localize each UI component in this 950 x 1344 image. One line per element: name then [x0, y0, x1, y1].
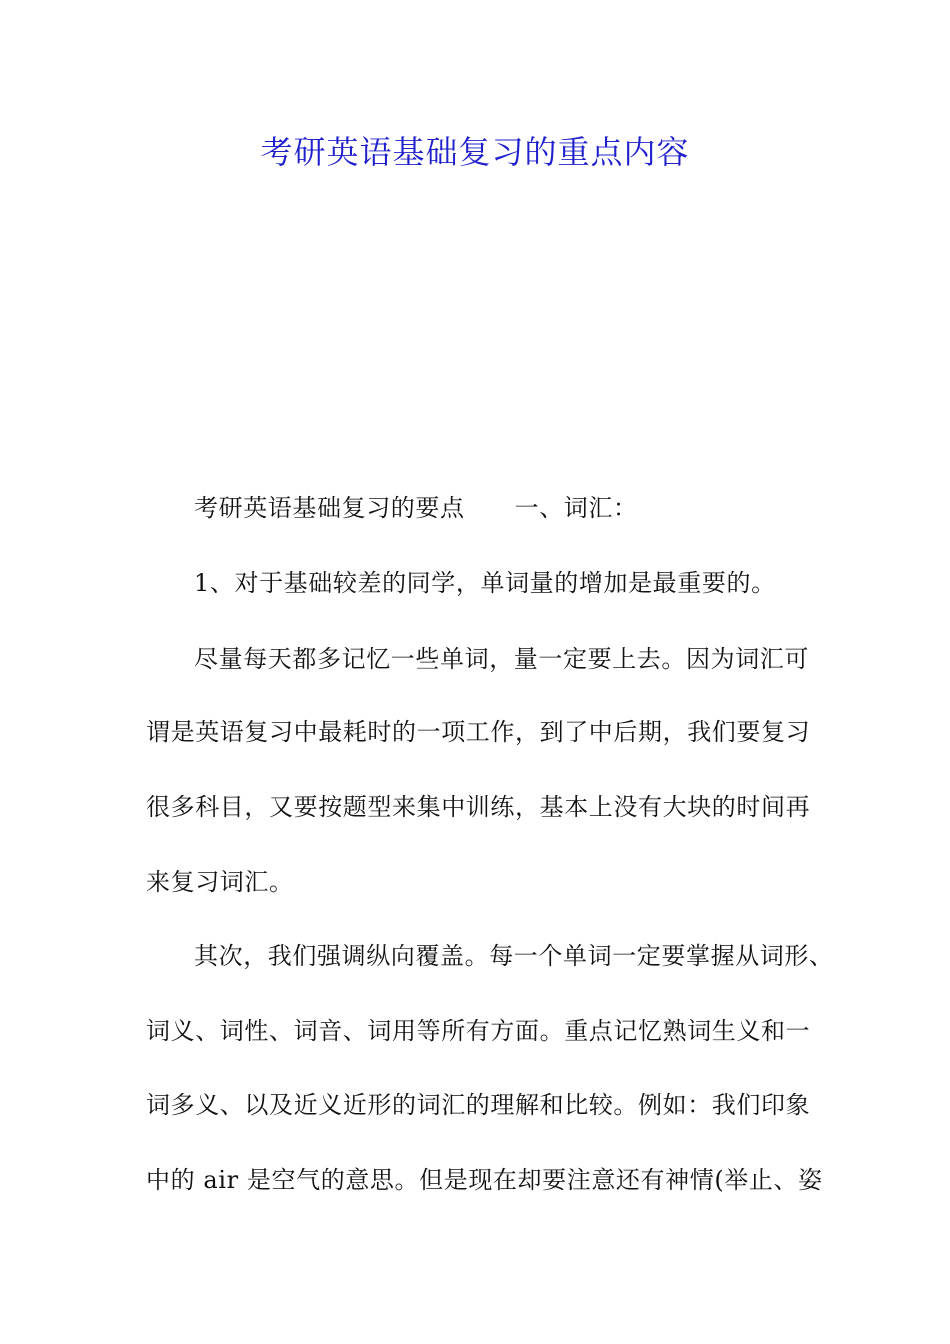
paragraph-line-6: 其次，我们强调纵向覆盖。每一个单词一定要掌握从词形、 — [194, 942, 834, 970]
paragraph-line-3: 谓是英语复习中最耗时的一项工作，到了中后期，我们要复习 — [146, 718, 811, 746]
document-title: 考研英语基础复习的重点内容 — [260, 133, 690, 171]
section-heading-left: 考研英语基础复习的要点 — [194, 494, 465, 522]
paragraph-line-9: 中的 air 是空气的意思。但是现在却要注意还有神情(举止、姿 — [146, 1166, 823, 1194]
paragraph-line-5: 来复习词汇。 — [146, 868, 294, 896]
paragraph-line-4: 很多科目，又要按题型来集中训练，基本上没有大块的时间再 — [146, 793, 811, 821]
paragraph-line-7: 词义、词性、词音、词用等所有方面。重点记忆熟词生义和一 — [146, 1017, 811, 1045]
paragraph-line-1: 1、对于基础较差的同学，单词量的增加是最重要的。 — [194, 569, 776, 597]
section-heading — [194, 492, 874, 524]
paragraph-line-8: 词多义、以及近义近形的词汇的理解和比较。例如：我们印象 — [146, 1091, 811, 1119]
section-heading-right: 一、词汇： — [514, 494, 638, 522]
paragraph-line-2: 尽量每天都多记忆一些单词，量一定要上去。因为词汇可 — [194, 645, 809, 673]
